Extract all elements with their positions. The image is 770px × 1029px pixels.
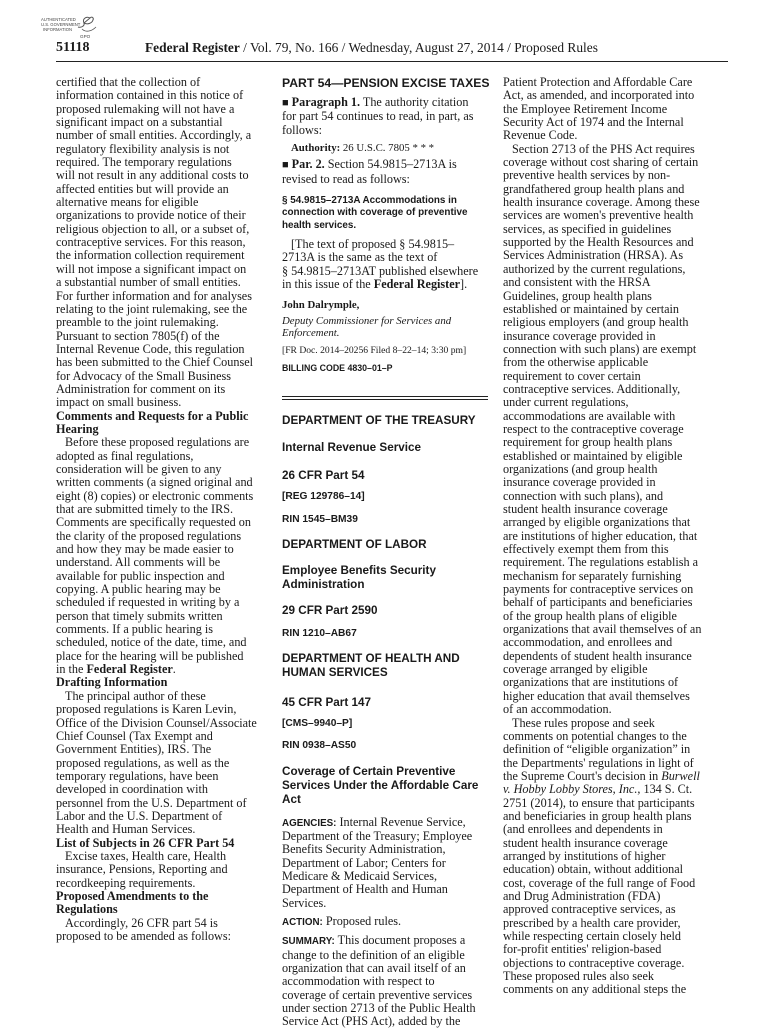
bracket-note bbox=[282, 238, 488, 278]
text-line: Government Entities), IRS. The bbox=[56, 742, 212, 757]
text-line: connection with coverage of preventive bbox=[282, 207, 468, 219]
text-line: comments on any additional steps the bbox=[503, 982, 687, 997]
text-line: coverage arranged by eligible bbox=[503, 662, 648, 677]
agency-hhs bbox=[282, 652, 488, 680]
paragraph-comments-last-line bbox=[56, 663, 268, 676]
text-line: These proposed rules also seek bbox=[503, 969, 654, 984]
fr-doc-line: [FR Doc. 2014–20256 Filed 8–22–14; 3:30 pm] bbox=[282, 345, 467, 357]
text-line: Act bbox=[282, 792, 301, 806]
text-line: education) obtain, without additional bbox=[503, 862, 684, 877]
text-line: eight (8) copies) or electronic comments bbox=[56, 488, 254, 503]
text-line: of the group health plans of eligible bbox=[503, 608, 677, 623]
text-line: proposed rulemaking will not have a bbox=[56, 101, 235, 116]
par1-line-1: The authority citation bbox=[360, 95, 469, 109]
heading-drafting: Drafting Information bbox=[56, 675, 168, 690]
text-line: Section 2713 of the PHS Act requires bbox=[512, 141, 695, 156]
text-line: Medicare & Medicaid Services, bbox=[282, 868, 437, 883]
text-line: Pursuant to section 7805(f) of the bbox=[56, 328, 220, 343]
paragraph-subjects bbox=[56, 850, 268, 890]
text-line: certified that the collection of bbox=[56, 75, 201, 89]
text-line: accommodations are available with bbox=[503, 408, 676, 423]
text-line: Accordingly, 26 CFR part 54 is bbox=[65, 915, 218, 930]
text-line: and how they may be made easier to bbox=[56, 542, 234, 557]
text-line: consideration will be given to any bbox=[56, 461, 222, 476]
text-line: organizations that are institutions of bbox=[503, 675, 679, 690]
text-line: payments for contraceptive services on bbox=[503, 582, 694, 597]
authority-label: Authority: bbox=[291, 142, 341, 155]
text-line: Comments and Requests for a Public bbox=[56, 408, 249, 423]
cfr-part-45: 45 CFR Part 147 bbox=[282, 695, 371, 709]
text-line: alternative means for eligible bbox=[56, 195, 199, 210]
text-run: . bbox=[172, 662, 176, 677]
text-line: [The text of proposed § 54.9815– bbox=[291, 237, 455, 252]
text-line: change to the definition of an eligible bbox=[282, 947, 465, 962]
part-title: PART 54—PENSION EXCISE TAXES bbox=[282, 76, 490, 90]
text-line: Hearing bbox=[56, 421, 99, 436]
text-line: requirement. The regulations establish a bbox=[503, 555, 699, 570]
text-line: health insurance coverage. Among these bbox=[503, 195, 700, 210]
text-line: understand. All comments will be bbox=[56, 555, 221, 570]
text-line: Before these proposed regulations are bbox=[65, 435, 250, 450]
gpo-seal-icon bbox=[40, 15, 112, 39]
text-line: Services Administration (HRSA). As bbox=[503, 248, 684, 263]
bracket-note-last-line bbox=[282, 278, 488, 291]
text-line: has been submitted to the Chief Counsel bbox=[56, 355, 253, 370]
text-line: proposed regulations is Karen Levin, bbox=[56, 702, 237, 717]
text-line: (and enrollees and dependents in bbox=[503, 822, 663, 837]
authority-citation bbox=[282, 142, 488, 154]
text-line: temporary regulations, have been bbox=[56, 768, 219, 783]
text-line: Excise taxes, Health care, Health bbox=[65, 848, 227, 863]
text-line: coverage of certain preventive services bbox=[282, 987, 473, 1002]
text-line: Enforcement. bbox=[282, 327, 340, 340]
text-line: Administration for comment on its bbox=[56, 381, 226, 396]
gpo-authentication-seal bbox=[40, 15, 112, 39]
text-line: Services. bbox=[282, 895, 327, 910]
paragraph-1-label: Paragraph 1. bbox=[291, 95, 361, 109]
text-line: while respecting certain closely held bbox=[503, 929, 682, 943]
action-label: ACTION: bbox=[282, 917, 323, 928]
text-line: the Departments' regulations in light of bbox=[503, 755, 694, 770]
text-line: Services Under the Affordable Care bbox=[282, 778, 479, 792]
heading-comments bbox=[56, 410, 268, 437]
text-line: preventive health services by non- bbox=[503, 168, 671, 183]
paragraph-rfa bbox=[56, 76, 268, 410]
text-line: Employee Benefits Security bbox=[282, 563, 436, 577]
text-run: ]. bbox=[460, 277, 468, 292]
section-rule bbox=[282, 399, 488, 400]
paragraph-amendments bbox=[56, 917, 268, 944]
paragraph-proposal bbox=[503, 717, 729, 997]
par2-line-2: revised to read as follows: bbox=[282, 171, 410, 186]
text-line: and consistent with the HRSA bbox=[503, 275, 651, 290]
header-rule bbox=[56, 61, 728, 62]
par1-line-2: for part 54 continues to read, in part, as bbox=[282, 109, 474, 124]
text-line: These rules propose and seek bbox=[512, 715, 655, 730]
text-line: are institutions of higher education, that bbox=[503, 528, 698, 543]
text-line: Office of the Division Counsel/Associate bbox=[56, 715, 257, 730]
text-line: personnel from the U.S. Department of bbox=[56, 795, 247, 810]
text-line: significant impact on a substantial bbox=[56, 115, 223, 130]
text-line: § 54.9815–2713AT published elsewhere bbox=[282, 263, 479, 278]
text-line: Guidelines, group health plans bbox=[503, 288, 652, 303]
text-line: the Employee Retirement Income bbox=[503, 101, 668, 116]
case-name: v. Hobby Lobby Stores, Inc., bbox=[503, 782, 641, 797]
text-line: requirement for group health plans bbox=[503, 435, 673, 450]
text-line: Patient Protection and Affordable Care bbox=[503, 75, 693, 89]
text-line: Department of the Treasury; Employee bbox=[282, 828, 473, 843]
text-line: impact on small business. bbox=[56, 395, 182, 410]
text-line: written comments (a signed original and bbox=[56, 475, 253, 490]
text-line: requirement to cover certain bbox=[503, 368, 641, 383]
text-line: regulatory flexibility analysis is not bbox=[56, 141, 230, 156]
text-line: 2751 (2014), to ensure that participants bbox=[503, 795, 695, 810]
text-line: information contained in this notice of bbox=[56, 88, 244, 103]
paragraph-2-label: Par. 2. bbox=[291, 157, 325, 172]
text-line: Service Act (PHS Act), added by the bbox=[282, 1014, 461, 1029]
text-line: arranged by eligible organizations that bbox=[503, 515, 691, 530]
rin-1545: RIN 1545–BM39 bbox=[282, 513, 358, 525]
summary-caption bbox=[282, 934, 488, 1028]
text-line: developed in coordination with bbox=[56, 782, 208, 797]
text-line: of an accommodation. bbox=[503, 702, 612, 717]
text-line: The principal author of these bbox=[65, 688, 206, 703]
paragraph-comments bbox=[56, 436, 268, 663]
paragraph-continued bbox=[503, 76, 729, 143]
issue-info: / Vol. 79, No. 166 / Wednesday, August 27, 2014 / Proposed Rules bbox=[239, 40, 598, 55]
agency-treasury: DEPARTMENT OF THE TREASURY bbox=[282, 413, 476, 427]
text-line: a substantial number of small entities. bbox=[56, 275, 241, 290]
text-line: health services. bbox=[282, 219, 357, 231]
signer-title bbox=[282, 315, 488, 340]
text-line: insurance coverage provided in bbox=[503, 475, 656, 490]
text-line: DEPARTMENT OF HEALTH AND bbox=[282, 651, 460, 665]
text-line: cost, coverage of the full range of Food bbox=[503, 875, 696, 890]
text-line: copying. A public hearing may be bbox=[56, 582, 221, 597]
caption-text: This document proposes a bbox=[334, 933, 466, 948]
seal-line-1: AUTHENTICATED bbox=[41, 17, 76, 22]
text-line: religious objection to all, or a subset of, bbox=[56, 221, 250, 236]
text-line: approved contraceptive services, as bbox=[503, 902, 676, 917]
text-line: For further information and for analyses bbox=[56, 288, 252, 303]
text-line: from the otherwise applicable bbox=[503, 355, 649, 370]
caption-label: AGENCIES: bbox=[282, 817, 337, 829]
text-line: proposed to be amended as follows: bbox=[56, 929, 231, 943]
text-line: place for the hearing will be published bbox=[56, 648, 244, 663]
text-line: Labor and the U.S. Department of bbox=[56, 808, 223, 823]
text-line: available for public inspection and bbox=[56, 568, 225, 583]
text-line: and beneficiaries in group health plans bbox=[503, 808, 692, 823]
text-line: comments on potential changes to the bbox=[503, 728, 687, 743]
text-line: mechanism for separately furnishing bbox=[503, 568, 682, 583]
text-line: religious employers (and group health bbox=[503, 315, 689, 330]
text-line: comments. If a public hearing is bbox=[56, 622, 214, 637]
federal-register-ref: Federal Register bbox=[373, 277, 461, 292]
seal-line-2: U.S. GOVERNMENT bbox=[41, 22, 81, 27]
text-line: Administration bbox=[282, 577, 365, 591]
text-line: that are submitted timely to the IRS. bbox=[56, 502, 234, 516]
federal-register-ref: Federal Register bbox=[86, 662, 173, 677]
text-line: behalf of participants and beneficiaries bbox=[503, 595, 693, 610]
rin-1210: RIN 1210–AB67 bbox=[282, 627, 357, 639]
text-line: grandfathered group health plans and bbox=[503, 181, 685, 196]
agency-ebsa bbox=[282, 564, 488, 592]
seal-line-4: GPO bbox=[80, 34, 91, 39]
section-heading bbox=[282, 195, 488, 232]
par1-line-3: follows: bbox=[282, 122, 322, 137]
text-line: organizations that avail themselves of an bbox=[503, 622, 702, 637]
caption-label: SUMMARY: bbox=[282, 936, 335, 948]
heading-subjects: List of Subjects in 26 CFR Part 54 bbox=[56, 835, 235, 850]
cfr-part-26: 26 CFR Part 54 bbox=[282, 468, 365, 482]
text-line: established or maintained by certain bbox=[503, 301, 679, 316]
text-line: 2713A is the same as the text of bbox=[282, 250, 438, 265]
text-line: accommodation, and enrollees and bbox=[503, 635, 673, 650]
text-line bbox=[282, 816, 488, 830]
agency-irs: Internal Revenue Service bbox=[282, 440, 422, 454]
text-line: definition of “eligible organization” in bbox=[503, 742, 691, 757]
text-line: § 54.9815–2713A Accommodations in bbox=[282, 194, 457, 206]
text-run: the Supreme Court's decision in bbox=[503, 768, 662, 783]
text-line: required. The temporary regulations bbox=[56, 155, 232, 170]
text-line: connection with such plans), and bbox=[503, 488, 664, 503]
text-line: HUMAN SERVICES bbox=[282, 665, 388, 679]
text-line: Department of Health and Human bbox=[282, 882, 448, 897]
text-line: Revenue Code. bbox=[503, 128, 578, 143]
text-line: preamble to the joint rulemaking. bbox=[56, 315, 219, 330]
signer-name: John Dalrymple, bbox=[282, 298, 360, 311]
text-line: accommodation with respect to bbox=[282, 974, 435, 989]
column-2 bbox=[282, 76, 488, 1029]
text-line: organizations (and group health bbox=[503, 461, 658, 476]
text-line: higher education that avail themselves bbox=[503, 688, 690, 703]
column-1 bbox=[56, 76, 268, 943]
paragraph-2-instruction bbox=[282, 158, 488, 186]
text-line: dependents of student health insurance bbox=[503, 648, 692, 663]
heading-amendments bbox=[56, 890, 268, 917]
column-3 bbox=[503, 76, 729, 997]
text-line: Regulations bbox=[56, 902, 118, 917]
text-line bbox=[503, 770, 729, 783]
authority-text: 26 U.S.C. 7805 * * * bbox=[340, 142, 435, 155]
text-line: authorized by the current regulations, bbox=[503, 261, 686, 276]
text-line: and Drug Administration (FDA) bbox=[503, 888, 661, 903]
paragraph-1-instruction bbox=[282, 96, 488, 137]
text-line: connection with such plans) are exempt bbox=[503, 341, 697, 356]
text-line: affected entities but will provide an bbox=[56, 181, 229, 196]
text-line: services are women's preventive health bbox=[503, 208, 694, 223]
text-line: effectively exempt them from this bbox=[503, 542, 669, 557]
text-line: student health insurance coverage bbox=[503, 835, 668, 850]
text-line: scheduled, notice of the date, time, and bbox=[56, 635, 247, 650]
page-number: 51118 bbox=[56, 40, 90, 55]
text-line: Benefits Security Administration, bbox=[282, 842, 446, 857]
caption-text: Internal Revenue Service, bbox=[336, 814, 466, 829]
text-line: arranged by institutions of higher bbox=[503, 848, 666, 863]
billing-code: BILLING CODE 4830–01–P bbox=[282, 363, 393, 374]
text-line: adopted as final regulations, bbox=[56, 448, 194, 463]
text-line: under section 2713 of the Public Health bbox=[282, 1001, 476, 1016]
text-line: person that timely submits written bbox=[56, 608, 223, 623]
text-line: will not result in any additional costs to bbox=[56, 168, 249, 183]
text-line: services, as specified in guidelines bbox=[503, 221, 672, 236]
text-line: recordkeeping requirements. bbox=[56, 875, 196, 890]
text-line: Deputy Commissioner for Services and bbox=[282, 314, 452, 327]
agencies-caption bbox=[282, 816, 488, 910]
text-line: Health and Human Services. bbox=[56, 822, 196, 837]
paragraph-section-2713 bbox=[503, 143, 729, 717]
text-line: contraceptive services. For this reason, bbox=[56, 235, 246, 250]
text-line: Comments are specifically requested on bbox=[56, 515, 251, 530]
text-line: insurance, Pensions, Reporting and bbox=[56, 862, 228, 877]
text-line: contraceptive services. Additionally, bbox=[503, 381, 681, 396]
text-line: Department of Labor; Centers for bbox=[282, 855, 446, 870]
text-line: Proposed Amendments to the bbox=[56, 888, 209, 903]
text-line: scheduled if requested in writing by a bbox=[56, 595, 240, 610]
text-line: organization that can avail itself of an bbox=[282, 961, 466, 976]
text-line: for-profit entities' religion-based bbox=[503, 942, 662, 957]
text-line: under current regulations, bbox=[503, 395, 629, 410]
text-line: proposed regulations, as well as the bbox=[56, 755, 230, 770]
text-line: number of small entities. Accordingly, a bbox=[56, 128, 252, 143]
text-line: Chief Counsel (Tax Exempt and bbox=[56, 728, 213, 743]
text-line: prescribed by a health care provider, bbox=[503, 915, 681, 930]
text-line: established or maintained by eligible bbox=[503, 448, 683, 463]
section-rule-double bbox=[282, 396, 488, 397]
text-run: in the bbox=[56, 662, 87, 677]
cms-number: [CMS–9940–P] bbox=[282, 717, 353, 729]
journal-title: Federal Register bbox=[145, 40, 240, 55]
text-line: the clarity of the proposed regulations bbox=[56, 528, 242, 543]
text-run: in this issue of the bbox=[282, 277, 374, 292]
square-bullet-icon: ■ bbox=[282, 159, 289, 172]
cfr-part-29: 29 CFR Part 2590 bbox=[282, 603, 378, 617]
text-line: organizations to provide notice of their bbox=[56, 208, 246, 223]
reg-number: [REG 129786–14] bbox=[282, 490, 365, 502]
text-line: for Advocacy of the Small Business bbox=[56, 368, 231, 383]
rin-0938: RIN 0938–AS50 bbox=[282, 739, 357, 751]
case-name: Burwell bbox=[661, 768, 700, 783]
text-line: supported by the Health Resources and bbox=[503, 235, 694, 250]
text-line: Coverage of Certain Preventive bbox=[282, 764, 456, 778]
text-line: objections to contraceptive coverage. bbox=[503, 955, 685, 970]
seal-line-3: INFORMATION bbox=[43, 27, 72, 32]
agency-labor: DEPARTMENT OF LABOR bbox=[282, 537, 427, 551]
text-line: respect to the contraceptive coverage bbox=[503, 421, 684, 436]
text-line: Act, as amended, and incorporated into bbox=[503, 88, 695, 103]
running-title bbox=[145, 40, 598, 56]
action-caption bbox=[282, 915, 488, 929]
document-title bbox=[282, 765, 488, 807]
running-header bbox=[56, 40, 728, 58]
text-line bbox=[282, 934, 488, 948]
text-line: insurance coverage provided in bbox=[503, 328, 656, 343]
text-line bbox=[503, 783, 729, 796]
action-text: Proposed rules. bbox=[322, 914, 402, 928]
text-line: the information collection requirement bbox=[56, 248, 245, 263]
text-line: student health insurance coverage bbox=[503, 502, 668, 516]
text-line: Internal Revenue Code, this regulation bbox=[56, 341, 245, 356]
text-line: relating to the joint rulemaking, see the bbox=[56, 301, 248, 316]
text-line: Security Act of 1974 and the Internal bbox=[503, 115, 684, 130]
text-run: 134 S. Ct. bbox=[640, 782, 693, 797]
par2-line-1: Section 54.9815–2713A is bbox=[324, 157, 457, 172]
text-line: will not impose a significant impact on bbox=[56, 261, 247, 276]
text-line: coverage without cost sharing of certain bbox=[503, 155, 699, 170]
square-bullet-icon: ■ bbox=[282, 97, 289, 109]
paragraph-drafting bbox=[56, 690, 268, 837]
